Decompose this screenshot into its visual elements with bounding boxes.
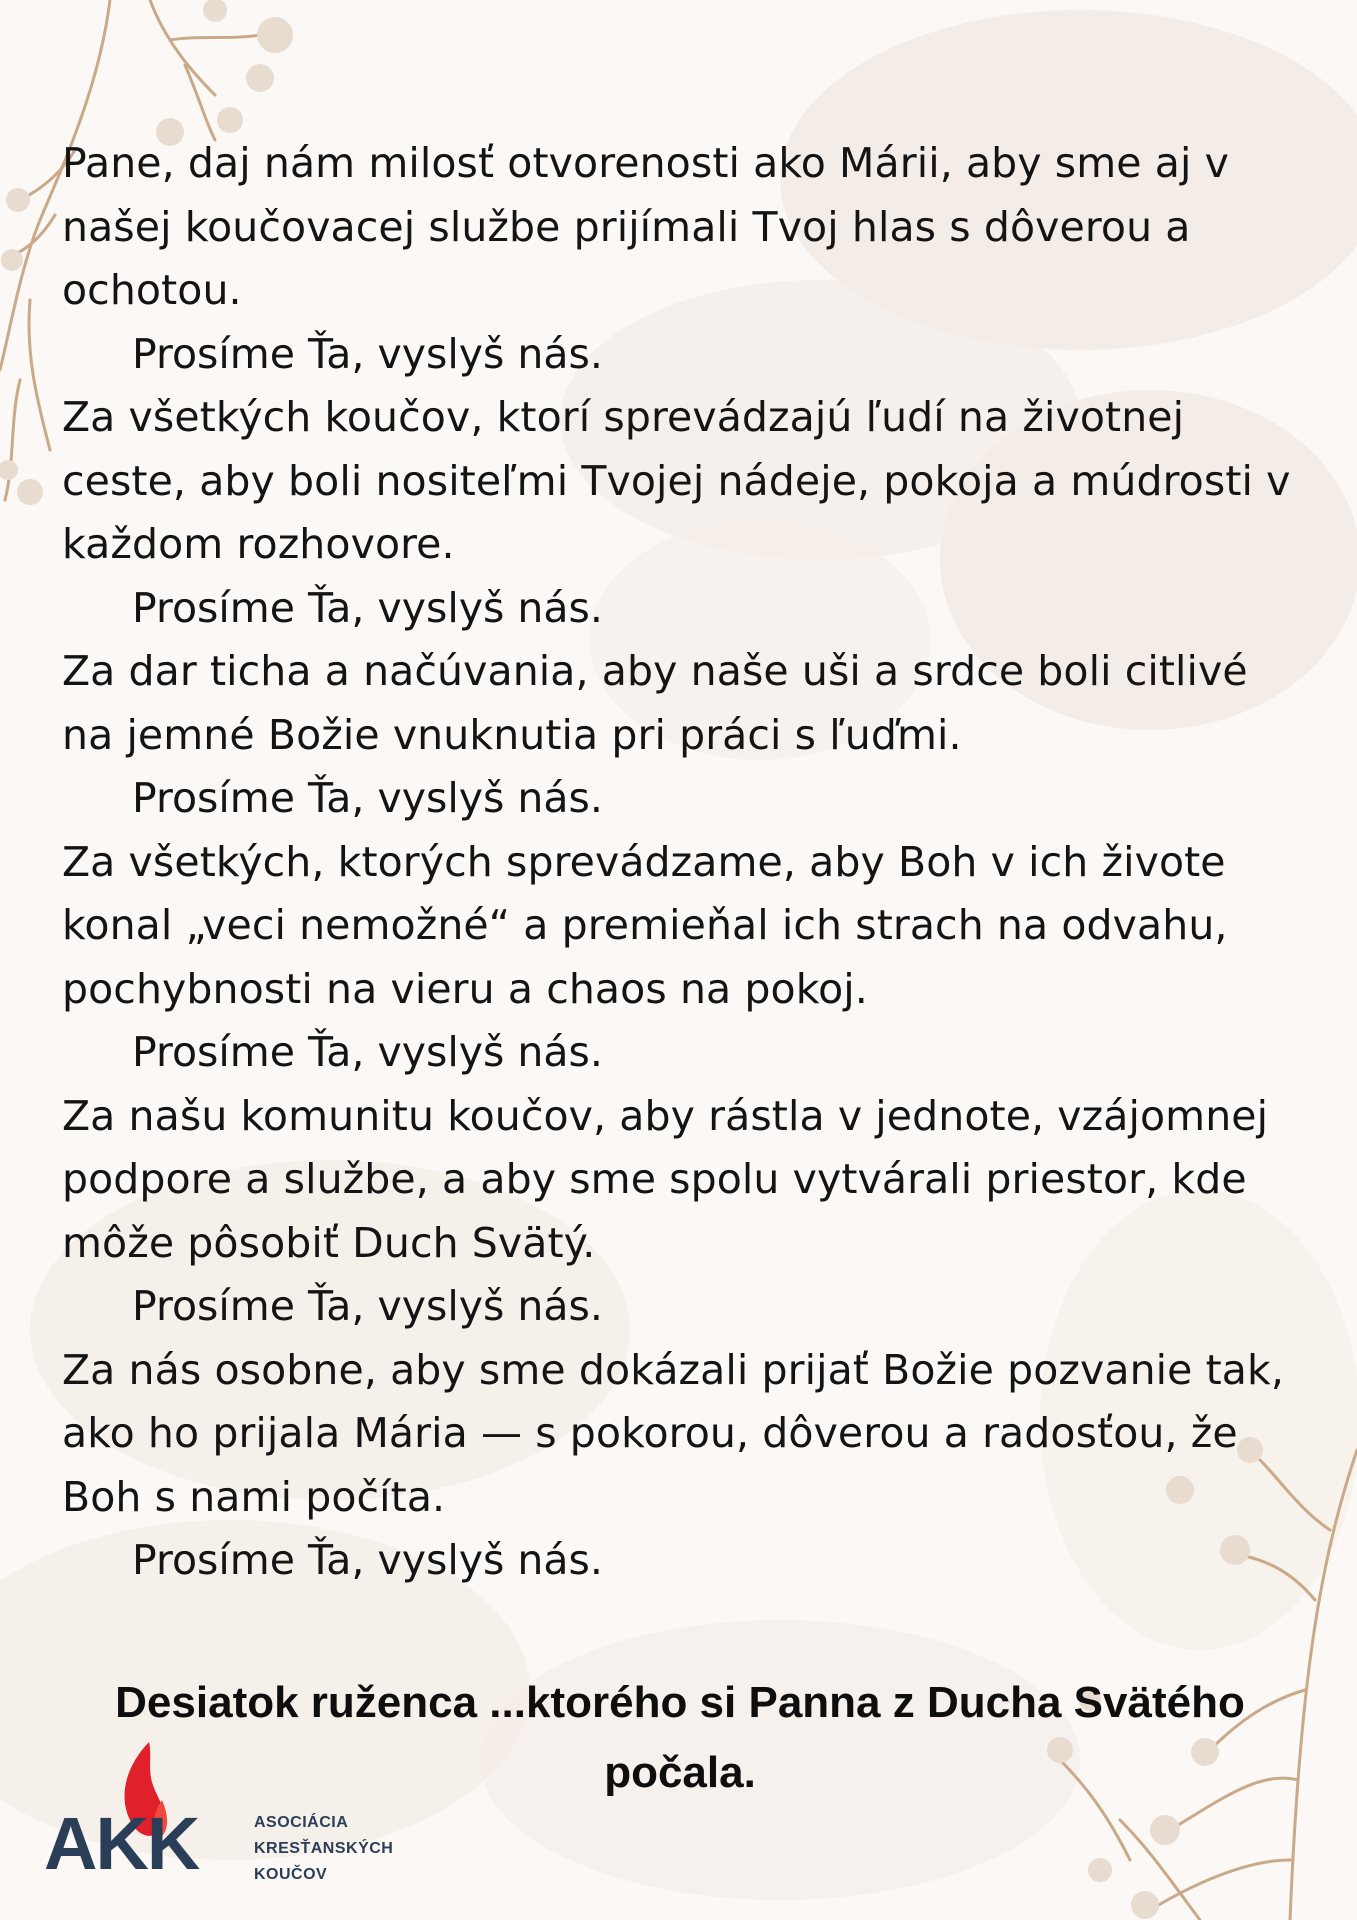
prayer-block bbox=[62, 1339, 1332, 1593]
response: Prosíme Ťa, vyslyš nás. bbox=[132, 774, 603, 822]
prayer-block bbox=[62, 386, 1332, 640]
prayer-block bbox=[62, 831, 1332, 1085]
petition: Za všetkých, ktorých sprevádzame, aby Boh v ich živote konal „veci nemožné“ a premieňal ich strach na odvahu, pochybnosti na vieru a chaos na pokoj. bbox=[62, 837, 1228, 1013]
petition: Za všetkých koučov, ktorí sprevádzajú ľudí na životnej ceste, aby boli nositeľmi Tvojej nádeje, pokoja a múdrosti v každom rozhovore. bbox=[62, 393, 1291, 568]
logo-line-2: KRESŤANSKÝCH bbox=[254, 1840, 394, 1857]
response: Prosíme Ťa, vyslyš nás. bbox=[132, 329, 603, 378]
intercessions bbox=[62, 132, 1332, 1593]
logo-line-1: ASOCIÁCIA bbox=[254, 1814, 349, 1831]
petition: Za nás osobne, aby sme dokázali prijať Božie pozvanie tak, ako ho prijala Mária — s pokorou, dôverou a radosťou, že Boh s nami počíta. bbox=[62, 1345, 1285, 1521]
prayer-block bbox=[62, 640, 1332, 831]
response: Prosíme Ťa, vyslyš nás. bbox=[132, 583, 603, 632]
response: Prosíme Ťa, vyslyš nás. bbox=[132, 1028, 603, 1076]
petition: Pane, daj nám milosť otvorenosti ako Márii, aby sme aj v našej koučovacej službe prijímali Tvoj hlas s dôverou a ochotou. bbox=[62, 139, 1229, 314]
prayer-block bbox=[62, 1085, 1332, 1339]
response: Prosíme Ťa, vyslyš nás. bbox=[132, 1282, 603, 1330]
decade-line-2: počala. bbox=[604, 1748, 756, 1797]
petition: Za dar ticha a načúvania, aby naše uši a srdce boli citlivé na jemné Božie vnuknutia pri práci s ľuďmi. bbox=[62, 647, 1248, 759]
logo-wordmark bbox=[254, 1810, 393, 1888]
petition: Za našu komunitu koučov, aby rástla v jednote, vzájomnej podpore a službe, a aby sme spolu vytvárali priestor, kde môže pôsobiť Duch Svätý. bbox=[62, 1091, 1269, 1267]
logo-line-3: KOUČOV bbox=[254, 1866, 328, 1883]
akk-logo bbox=[44, 1742, 254, 1872]
decade-line-1: Desiatok ruženca ...ktorého si Panna z Ducha Svätého bbox=[115, 1678, 1245, 1727]
prayer-block bbox=[62, 132, 1332, 386]
response: Prosíme Ťa, vyslyš nás. bbox=[132, 1536, 603, 1584]
logo-mark: AKK bbox=[44, 1802, 199, 1872]
